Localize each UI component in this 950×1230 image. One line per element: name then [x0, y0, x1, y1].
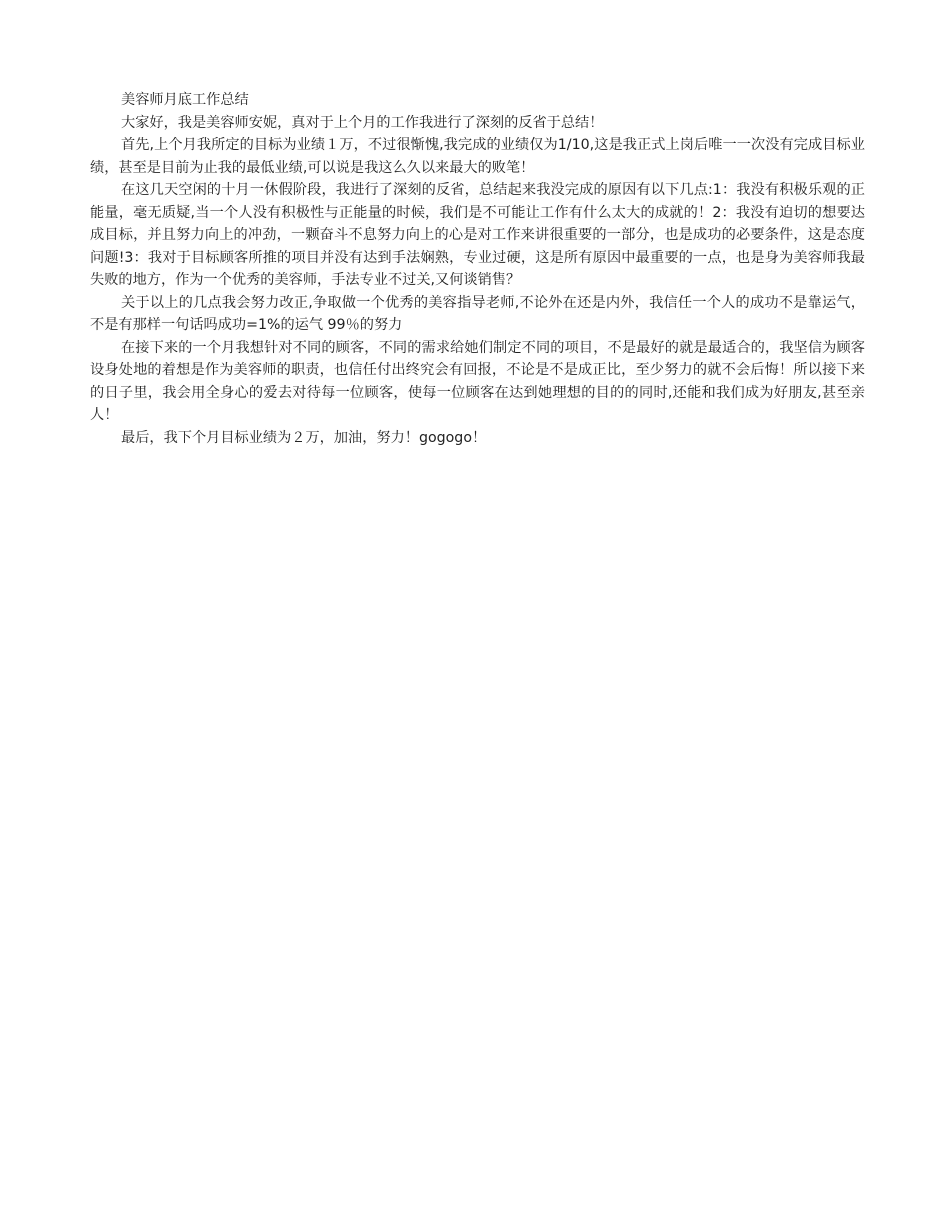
- paragraph-last-month-result: 首先,上个月我所定的目标为业绩１万，不过很惭愧,我完成的业绩仅为1/10,这是我正式上岗后唯一一次没有完成目标业绩，甚至是目前为止我的最低业绩,可以说是我这么久以来最大的败笔！: [90, 137, 865, 176]
- paragraph-closing-goal: 最后，我下个月目标业绩为２万，加油，努力！gogogo！: [121, 429, 487, 446]
- paragraph-improvement: 关于以上的几点我会努力改正,争取做一个优秀的美容指导老师,不论外在还是内外，我信任一个人的成功不是靠运气，不是有那样一句话吗成功=1%的运气 99％的努力: [90, 294, 865, 333]
- paragraph-greeting: 大家好，我是美容师安妮，真对于上个月的工作我进行了深刻的反省于总结！: [121, 114, 604, 131]
- document-body: [90, 89, 865, 449]
- document-title: 美容师月底工作总结: [121, 92, 249, 108]
- paragraph-next-month-plan: 在接下来的一个月我想针对不同的顾客，不同的需求给她们制定不同的项目，不是最好的就是最适合的，我坚信为顾客设身处地的着想是作为美容师的职责，也信任付出终究会有回报，不论是不是成正比，至少努力的就不会后悔！所以接下来的日子里，我会用全身心的爱去对待每一位顾客，使每一位顾客在达到她理想的目的的同时,还能和我们成为好朋友,甚至亲人！: [90, 339, 865, 423]
- paragraph-reasons: 在这几天空闲的十月一休假阶段，我进行了深刻的反省，总结起来我没完成的原因有以下几点:1：我没有积极乐观的正能量，毫无质疑,当一个人没有积极性与正能量的时候，我们是不可能让工作有什么太大的成就的！2：我没有迫切的想要达成目标，并且努力向上的冲劲，一颗奋斗不息努力向上的心是对工作来讲很重要的一部分，也是成功的必要条件，这是态度问题!3：我对于目标顾客所推的项目并没有达到手法娴熟，专业过硬，这是所有原因中最重要的一点，也是身为美容师我最失败的地方，作为一个优秀的美容师，手法专业不过关,又何谈销售？: [90, 182, 865, 288]
